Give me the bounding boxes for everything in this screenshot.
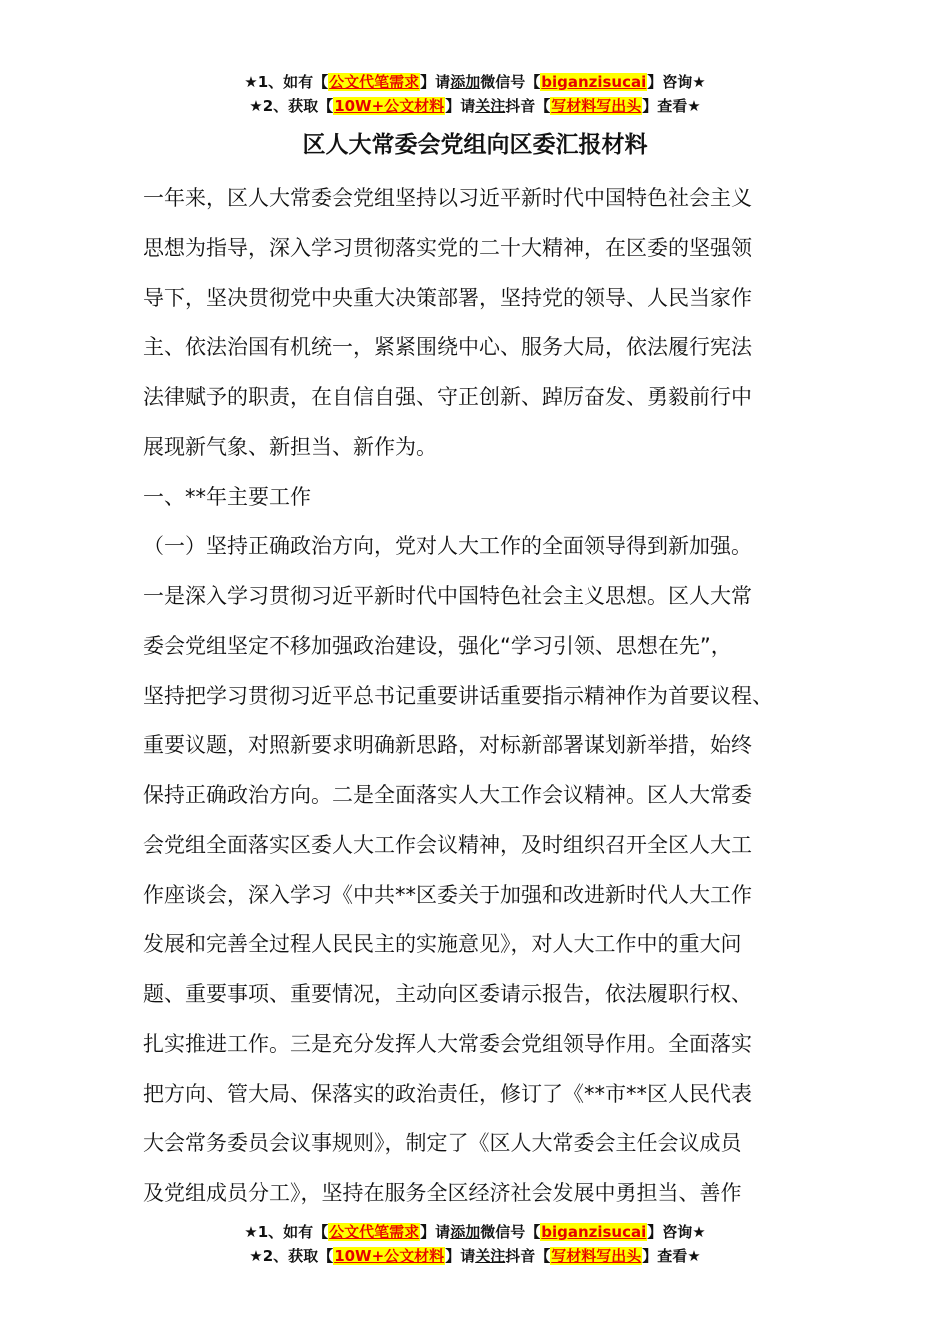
footer-banner [0,1220,950,1268]
document-title: 区人大常委会党组向区委汇报材料 [302,132,648,158]
body-line: 保持正确政治方向。二是全面落实人大工作会议精神。区人大常委 [143,783,752,807]
highlight-ghostwriting: 公文代笔需求 [329,73,420,91]
highlight-wechat-id: biganzisucai [541,73,647,91]
highlight-douyin: 写材料写出头 [551,97,642,115]
body-line: 作座谈会，深入学习《中共**区委关于加强和改进新时代人大工作 [143,882,752,907]
footer-banner-line-2: ★2、获取【10W+公文材料】请关注抖音【写材料写出头】查看★ [249,1247,701,1265]
body-line: 导下，坚决贯彻党中央重大决策部署，坚持党的领导、人民当家作 [143,285,752,310]
body-line: 题、重要事项、重要情况，主动向区委请示报告，依法履职行权、 [143,982,752,1006]
header-banner [0,70,950,118]
highlight-materials: 10W+公文材料 [334,97,445,115]
body-line: 主、依法治国有机统一，紧紧围绕中心、服务大局，依法履行宪法 [143,335,752,360]
body-line: 委会党组坚定不移加强政治建设，强化“学习引领、思想在先”， [143,633,732,658]
body-line: 发展和完善全过程人民民主的实施意见》，对人大工作中的重大问 [143,932,742,957]
section-heading: 一、**年主要工作 [143,484,311,509]
highlight-douyin: 写材料写出头 [551,1247,642,1265]
body-line: 把方向、管大局、保落实的政治责任，修订了《**市**区人民代表 [143,1081,752,1106]
body-line: 展现新气象、新担当、新作为。 [143,434,437,459]
star-icon: ★ [249,1247,263,1265]
star-icon: ★ [244,1223,258,1241]
document-body [143,174,833,1219]
highlight-materials: 10W+公文材料 [334,1247,445,1265]
highlight-wechat-id: biganzisucai [541,1223,647,1241]
footer-banner-line-1: ★1、如有【公文代笔需求】请添加微信号【biganzisucai】咨询★ [244,1223,706,1241]
body-line: 一是深入学习贯彻习近平新时代中国特色社会主义思想。区人大常 [143,584,752,608]
highlight-ghostwriting: 公文代笔需求 [329,1223,420,1241]
body-line: 思想为指导，深入学习贯彻落实党的二十大精神，在区委的坚强领 [143,235,752,260]
body-line: 会党组全面落实区委人大工作会议精神，及时组织召开全区人大工 [143,832,752,857]
body-line: 一年来，区人大常委会党组坚持以习近平新时代中国特色社会主义 [143,186,752,210]
body-line: 坚持把学习贯彻习近平总书记重要讲话重要指示精神作为首要议程、 [143,683,773,708]
body-line: 重要议题，对照新要求明确新思路，对标新部署谋划新举措，始终 [143,733,752,758]
body-line: 大会常务委员会议事规则》，制定了《区人大常委会主任会议成员 [143,1131,742,1156]
star-icon: ★ [249,97,263,115]
body-line: 法律赋予的职责，在自信自强、守正创新、踔厉奋发、勇毅前行中 [143,385,752,409]
subsection-heading: （一）坚持正确政治方向，党对人大工作的全面领导得到新加强。 [143,534,752,559]
body-line: 扎实推进工作。三是充分发挥人大常委会党组领导作用。全面落实 [143,1031,752,1056]
star-icon: ★ [244,73,258,91]
body-line: 及党组成员分工》，坚持在服务全区经济社会发展中勇担当、善作 [143,1181,742,1205]
header-banner-line-1: ★1、如有【公文代笔需求】请添加微信号【biganzisucai】咨询★ [244,73,706,91]
header-banner-line-2: ★2、获取【10W+公文材料】请关注抖音【写材料写出头】查看★ [249,97,701,115]
